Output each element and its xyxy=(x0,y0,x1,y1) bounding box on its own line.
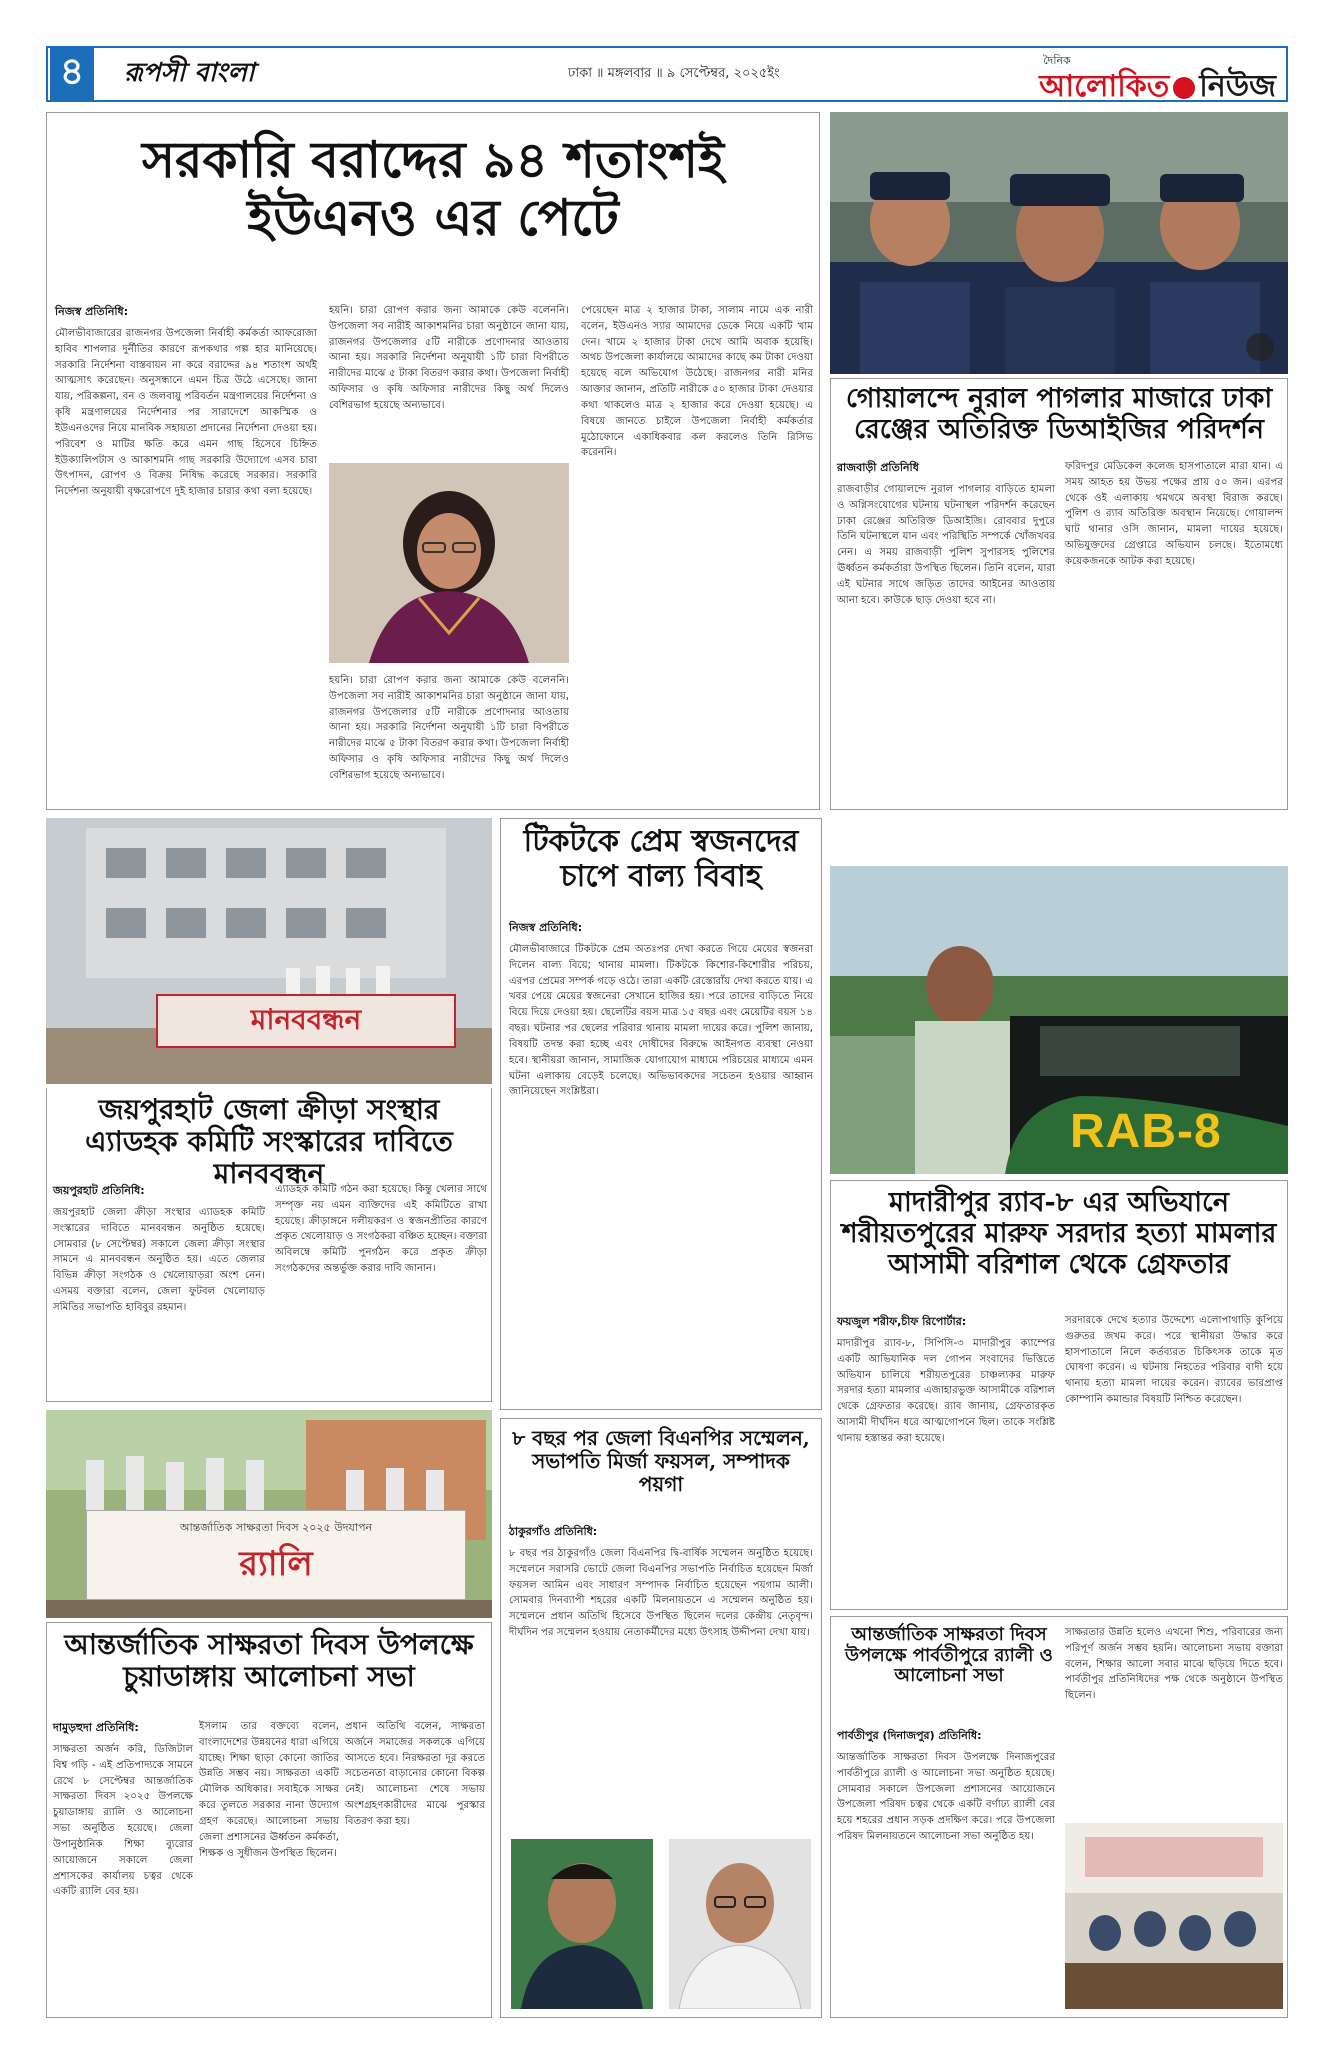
article-human-chain-byline: জয়পুরহাট প্রতিনিধি: xyxy=(53,1184,145,1197)
article-parbatipur-column-2: সাক্ষরতার উন্নতি হলেও এখনো শিশু, পরিবারের জন্য পরিপূর্ণ অর্জন সম্ভব হয়নি। আলোচনা সভায় বক্তারা বলেন, শিক্ষার আলো সবার মাঝে ছড়িয়ে দিতে হবে। পার্বতীপুর প্রতিনিধিদের পক্ষ থেকে অনুষ্ঠানে উপস্থিত ছিলেন। xyxy=(1065,1627,1283,1702)
human-chain-banner-text: মানববন্ধন xyxy=(250,1002,362,1036)
article-parbatipur-byline: পার্বতীপুর (দিনাজপুর) প্রতিনিধি: xyxy=(837,1729,982,1742)
article-rab-arrest-byline: ফয়জুল শরীফ,চীফ রিপোর্টার: xyxy=(837,1315,967,1328)
article-lead-column-1: মৌলভীবাজারের রাজনগর উপজেলা নির্বাহী কর্মকর্তা আফরোজা হাবিব শাপলার দুর্নীতির কারণে রূপকথার গল্প হার মানিয়েছে। সরকারি নির্দেশনা বাস্তবায়ন না করে বরাদ্দের ৯৪ শতাংশ অর্থই আত্মসাৎ করেছেন। অনুসন্ধানে এমন চিত্র উঠে এসেছে। জানা যায়, পরিকল্পনা, বন ও জলবায়ু পরিবর্তন মন্ত্রণালয়ের নির্দেশনা ও কৃষি মন্ত্রণালয়ের নির্দেশনার পর সারাদেশে আকস্মিক ও ইউএনওদের নিয়ে মানবিক সহায়তা প্রদানের নির্দেশনা দেওয়া হয়। পরিবেশ ও মাটির ক্ষতি করে এমন গাছ হিসেবে চিহ্নিত ইউক্যালিপটাস ও আকাশমনি গাছ সরকারি উদ্যোগে এসব চারা উৎপাদন, রোপণ ও বিক্রয় নিষিদ্ধ করেছে সরকার। সরকারি নির্দেশনা অনুযায়ী বৃক্ষরোপণে দুই হাজার চারার কথা বলা হয়েছে। xyxy=(55,328,317,498)
article-dig-visit-byline: রাজবাড়ী প্রতিনিধি xyxy=(837,461,919,474)
article-human-chain-headline: জয়পুরহাট জেলা ক্রীড়া সংস্থার এ্যাডহক কমিটি সংস্কারের দাবিতে মানববন্ধন xyxy=(85,1093,453,1191)
article-rab-arrest-column-1: মাদারীপুর র‌্যাব-৮, সিপিসি-৩ মাদারীপুর ক্যাম্পের একটি আভিযানিক দল গোপন সংবাদের ভিত্তিতে অভিযান চালিয়ে শরীয়তপুরের চাঞ্চল্যকর মারুফ সরদার হত্যা মামলার এজাহারভুক্ত আসামীকে বরিশাল থেকে গ্রেফতার করেছে। র‌্যাব জানায়, গ্রেফতারকৃত আসামী দীর্ঘদিন ধরে আত্মগোপনে ছিল। তাকে সংশ্লিষ্ট থানায় হস্তান্তর করা হয়েছে। xyxy=(837,1338,1055,1444)
rally-banner-title: আন্তর্জাতিক সাক্ষরতা দিবস ২০২৫ উদযাপন xyxy=(179,1521,373,1534)
article-lead-column-2: হয়নি। চারা রোপণ করার জন্য আমাকে কেউ বলেননি। উপজেলা সব নারীই আকাশমনির চারা অনুষ্ঠানে জানা যায়, রাজনগর উপজেলার ৫টি নারীকে প্রণোদনার আওতায় আনা হয়। সরকারি নির্দেশনা অনুযায়ী ১টি চারা বিপরীতে নারীদের মাঝে ৫ টাকা বিতরণ করার কথা। উপজেলা নির্বাহী অফিসার ও কৃষি অফিসার নারীদের কিছু অর্থ দিলেও বেশিরভাগ হয়েছে অন্যভাবে। xyxy=(329,305,569,411)
article-chuadanga xyxy=(46,1622,492,2018)
article-lead-portrait xyxy=(329,463,569,663)
article-rab-arrest-column-2: সরদারকে দেখে হত্যার উদ্দেশ্যে এলোপাথাড়ি কুপিয়ে গুরুতর জখম করে। পরে স্থানীয়রা উদ্ধার করে হাসপাতালে নিলে কর্তব্যরত চিকিৎসক তাকে মৃত ঘোষণা করেন। এ ঘটনায় নিহতের পরিবার বাদী হয়ে থানায় হত্যা মামলা দায়ের করেন। র‌্যাবের ভারপ্রাপ্ত কোম্পানি কমান্ডার বিষয়টি নিশ্চিত করেছেন। xyxy=(1065,1315,1283,1406)
rally-banner-text: র‌্যালি xyxy=(239,1544,313,1584)
bnp-leader-photo-2 xyxy=(669,1839,811,2009)
article-dig-visit-column-1: রাজবাড়ীর গোয়ালন্দে নুরাল পাগলার বাড়িতে হামলা ও অগ্নিসংযোগের ঘটনায় ঘটনাস্থল পরিদর্শন করেছেন ঢাকা রেঞ্জের অতিরিক্ত ডিআইজি। রোববার দুপুরে তিনি ঘটনাস্থলে যান এবং পরিস্থিতি সম্পর্কে খোঁজখবর নেন। এ সময় রাজবাড়ী পুলিশ সুপারসহ পুলিশের ঊর্ধ্বতন কর্মকর্তারা উপস্থিত ছিলেন। তিনি বলেন, যারা এই ঘটনার সাথে জড়িত তাদের আইনের আওতায় আনা হবে। কাউকে ছাড় দেওয়া হবে না। xyxy=(837,484,1055,606)
article-human-chain xyxy=(46,1088,492,1402)
article-lead-headline: সরকারি বরাদ্দের ৯৪ শতাংশই ইউএনও এর পেটে xyxy=(141,130,725,247)
article-tiktok xyxy=(500,818,822,1410)
rally-photo xyxy=(46,1410,492,1618)
article-dig-visit-column-2: ফরিদপুর মেডিকেল কলেজ হাসপাতালে মারা যান। এ সময় আহত হয় উভয় পক্ষের প্রায় ৫০ জন। এরপর থেকে ওই এলাকায় থমথমে অবস্থা বিরাজ করছে। পুলিশ ও র‌্যাব অতিরিক্ত অবস্থান নিয়েছে। গোয়ালন্দ ঘাট থানার ওসি জানান, মামলা দায়ের হয়েছে। অভিযুক্তদের গ্রেপ্তারে অভিযান চলছে। ইতোমধ্যে কয়েকজনকে আটক করা হয়েছে। xyxy=(1065,461,1283,567)
article-lead xyxy=(46,112,820,810)
brand-name: আলোকিত xyxy=(1039,69,1170,104)
article-human-chain-column-2: এ্যাডহক কমিটি গঠন করা হয়েছে। কিন্তু খেলার সাথে সম্পৃক্ত নয় এমন ব্যক্তিদের এই কমিটিতে রাখা হয়েছে। ক্রীড়াঙ্গনে দলীয়করণ ও স্বজনপ্রীতির কারণে প্রকৃত খেলোয়াড় ও সংগঠকরা বঞ্চিত হচ্ছেন। বক্তারা অবিলম্বে কমিটি পুনর্গঠন করে প্রকৃত ক্রীড়া সংগঠকদের অন্তর্ভুক্ত করার দাবি জানান। xyxy=(275,1184,487,1275)
article-bnp-headline: ৮ বছর পর জেলা বিএনপির সম্মেলন, সভাপতি মির্জা ফয়সল, সম্পাদক পয়গা xyxy=(512,1426,810,1496)
article-lead-byline: নিজস্ব প্রতিনিধি: xyxy=(55,305,129,318)
article-tiktok-body: মৌলভীবাজারে টিকটকে প্রেম অতঃপর দেখা করতে গিয়ে মেয়ের স্বজনরা দিলেন বাল্য বিয়ে; থানায় মামলা। টিকটকে কিশোর-কিশোরীর পরিচয়, এরপর প্রেমের সম্পর্ক গড়ে ওঠে। তারা একটি রেস্তোরাঁয় দেখা করতে যায়। এ খবর পেয়ে মেয়ের স্বজনেরা সেখানে হাজির হয়। পরে তাদের বাড়িতে নিয়ে বিয়ে দিয়ে দেওয়া হয়। ছেলেটির বয়স মাত্র ১৫ বছর এবং মেয়েটির বয়স ১৪ বছর। ঘটনার পর ছেলের পরিবার থানায় মামলা দায়ের করে। পুলিশ জানায়, বিষয়টি তদন্ত করা হচ্ছে এবং দোষীদের বিরুদ্ধে আইনগত ব্যবস্থা নেওয়া হবে। স্থানীয়রা জানান, সামাজিক যোগাযোগ মাধ্যমে পরিচয়ের মাধ্যমে এমন ঘটনা এলাকায় বেড়েই চলেছে। অভিভাবকদের সচেতন হওয়ার আহ্বান জানিয়েছেন সংশ্লিষ্টরা। xyxy=(509,944,813,1098)
dateline: ঢাকা ॥ মঙ্গলবার ॥ ৯ সেপ্টেম্বর, ২০২৫ইং xyxy=(568,66,780,81)
parbatipur-meeting-photo xyxy=(1065,1823,1283,2009)
human-chain-photo xyxy=(46,818,492,1084)
article-parbatipur-column-1: আন্তর্জাতিক সাক্ষরতা দিবস উপলক্ষে দিনাজপুরের পার্বতীপুরে র‌্যালী ও আলোচনা সভা অনুষ্ঠিত হয়েছে। সোমবার সকালে উপজেলা প্রশাসনের আয়োজনে উপজেলা পরিষদ চত্বর থেকে একটি বর্ণাঢ্য র‌্যালী বের হয়ে শহরের প্রধান সড়ক প্রদক্ষিণ করে। পরে উপজেলা পরিষদ মিলনায়তনে আলোচনা সভা অনুষ্ঠিত হয়। xyxy=(837,1752,1055,1843)
article-bnp xyxy=(500,1418,822,2018)
article-lead-column-3: পেয়েছেন মাত্র ২ হাজার টাকা, সালাম নামে এক নারী বলেন, ইউএনও স্যার আমাদের ডেকে নিয়ে একটি খাম দেন। খামে ২ হাজার টাকা দেখে আমি অবাক হয়েছি। অথচ উপজেলা কার্যালয়ে আমাদের কাছে কম টাকা দেওয়া হয়েছে বলে অভিযোগ উঠেছে। রাজনগর নারী মনির আক্তার জানান, প্রতিটি নারীকে ৫০ হাজার টাকা দেওয়ার কথা থাকলেও মাত্র ২ হাজার করে দেওয়া হয়েছে। এ বিষয়ে জানতে চাইলে উপজেলা নির্বাহী কর্মকর্তার মুঠোফোনে একাধিকবার কল করলেও তিনি রিসিভ করেননি। xyxy=(581,305,813,459)
brand-dot-icon xyxy=(1173,77,1195,99)
brand-logo xyxy=(1039,52,1276,103)
rally-banner xyxy=(86,1510,466,1600)
masthead xyxy=(46,46,1288,102)
article-bnp-byline: ঠাকুরগাঁও প্রতিনিধি: xyxy=(509,1525,598,1538)
brand-prefix: দৈনিক xyxy=(1043,54,1071,67)
article-dig-visit xyxy=(830,378,1288,810)
article-rab-arrest xyxy=(830,1180,1288,1610)
article-tiktok-byline: নিজস্ব প্রতিনিধি: xyxy=(509,921,583,934)
article-chuadanga-column-3: প্রধান অতিথি বলেন, সাক্ষরতা অর্জনে সমাজের সকলকে এগিয়ে আসতে হবে। নিরক্ষরতা দূর করতে সচেতনতা বাড়ানোর কোনো বিকল্প নেই। আলোচনা শেষে সভায় অংশগ্রহণকারীদের মাঝে পুরস্কার বিতরণ করা হয়। xyxy=(345,1721,485,1827)
article-parbatipur-headline: আন্তর্জাতিক সাক্ষরতা দিবস উপলক্ষে পার্বতীপুরে র‌্যালী ও আলোচনা সভা xyxy=(845,1624,1053,1687)
article-chuadanga-headline: আন্তর্জাতিক সাক্ষরতা দিবস উপলক্ষে চুয়াডাঙ্গায় আলোচনা সভা xyxy=(64,1628,474,1694)
human-chain-banner xyxy=(156,994,456,1048)
article-chuadanga-column-2: ইসলাম তার বক্তব্যে বলেন, বাংলাদেশের উন্নয়নের ধারা এগিয়ে যাচ্ছে। শিক্ষা ছাড়া কোনো জাতির উন্নতি সম্ভব নয়। সাক্ষরতা একটি মৌলিক অধিকার। সবাইকে সাক্ষর করে তুলতে সরকার নানা উদ্যোগ গ্রহণ করেছে। আলোচনা সভায় জেলা প্রশাসনের ঊর্ধ্বতন কর্মকর্তা, শিক্ষক ও সুধীজন উপস্থিত ছিলেন। xyxy=(199,1721,339,1859)
police-photo xyxy=(830,112,1288,374)
article-human-chain-column-1: জয়পুরহাট জেলা ক্রীড়া সংস্থার এ্যাডহক কমিটি সংস্কারের দাবিতে মানববন্ধন অনুষ্ঠিত হয়েছে। সোমবার (৮ সেপ্টেম্বর) সকালে জেলা ক্রীড়া সংস্থার সামনে এ মানববন্ধন অনুষ্ঠিত হয়। এতে জেলার বিভিন্ন ক্রীড়া সংগঠক ও খেলোয়াড়রা অংশ নেন। এসময় বক্তারা বলেন, জেলা ফুটবল খেলোয়াড় সমিতির সভাপতি হাবিবুর রহমান। xyxy=(53,1207,265,1313)
article-chuadanga-column-1: সাক্ষরতা অর্জন করি, ডিজিটাল বিশ্ব গড়ি - এই প্রতিপাদ্যকে সামনে রেখে ৮ সেপ্টেম্বর আন্তর্জাতিক সাক্ষরতা দিবস ২০২৫ উপলক্ষে চুয়াডাঙ্গায় র‌্যালি ও আলোচনা সভা অনুষ্ঠিত হয়েছে। জেলা উপানুষ্ঠানিক শিক্ষা ব্যুরোর আয়োজনে সকালে জেলা প্রশাসকের কার্যালয় চত্বর থেকে একটি র‌্যালি বের হয়। xyxy=(53,1744,193,1898)
page-number: ৪ xyxy=(50,48,94,100)
article-dig-visit-headline: গোয়ালন্দে নুরাল পাগলার মাজারে ঢাকা রেঞ্জের অতিরিক্ত ডিআইজির পরিদর্শন xyxy=(845,383,1273,446)
article-rab-arrest-headline: মাদারীপুর র‌্যাব-৮ এর অভিযানে শরীয়তপুরের মারুফ সরদার হত্যা মামলার আসামী বরিশাল থেকে গ্রেফতার xyxy=(841,1187,1277,1281)
section-name: রূপসী বাংলা xyxy=(124,58,255,88)
rab-photo xyxy=(830,866,1288,1174)
article-tiktok-headline: টিকটকে প্রেম স্বজনদের চাপে বাল্য বিবাহ xyxy=(523,824,799,894)
article-bnp-body: ৮ বছর পর ঠাকুরগাঁও জেলা বিএনপির দ্বি-বার্ষিক সম্মেলন অনুষ্ঠিত হয়েছে। সম্মেলনে সরাসরি ভোটে জেলা বিএনপির সভাপতি নির্বাচিত হয়েছেন মির্জা ফয়সল আমিন এবং সাধারণ সম্পাদক নির্বাচিত হয়েছেন পয়গাম আলী। সোমবার দিনব্যাপী শহরের একটি মিলনায়তনে এ সম্মেলন অনুষ্ঠিত হয়। সম্মেলনে প্রধান অতিথি হিসেবে উপস্থিত ছিলেন দলের কেন্দ্রীয় নেতৃবৃন্দ। দীর্ঘদিন পর সম্মেলন হওয়ায় নেতাকর্মীদের মধ্যে উৎসাহ উদ্দীপনা দেখা যায়। xyxy=(509,1548,813,1639)
rab-vehicle-label: RAB-8 xyxy=(1070,1105,1222,1158)
article-lead-column-2b: হয়নি। চারা রোপণ করার জন্য আমাকে কেউ বলেননি। উপজেলা সব নারীই আকাশমনির চারা অনুষ্ঠানে জানা যায়, রাজনগর উপজেলার ৫টি নারীকে প্রণোদনার আওতায় আনা হয়। সরকারি নির্দেশনা অনুযায়ী ১টি চারা বিপরীতে নারীদের মাঝে ৫ টাকা বিতরণ করার কথা। উপজেলা নির্বাহী অফিসার ও কৃষি অফিসার নারীদের কিছু অর্থ দিলেও বেশিরভাগ হয়েছে অন্যভাবে। xyxy=(329,675,569,781)
article-chuadanga-byline: দামুড়হুদা প্রতিনিধি: xyxy=(53,1721,139,1734)
bnp-leader-photo-1 xyxy=(511,1839,653,2009)
brand-suffix: নিউজ xyxy=(1199,69,1276,104)
article-parbatipur xyxy=(830,1616,1288,2018)
